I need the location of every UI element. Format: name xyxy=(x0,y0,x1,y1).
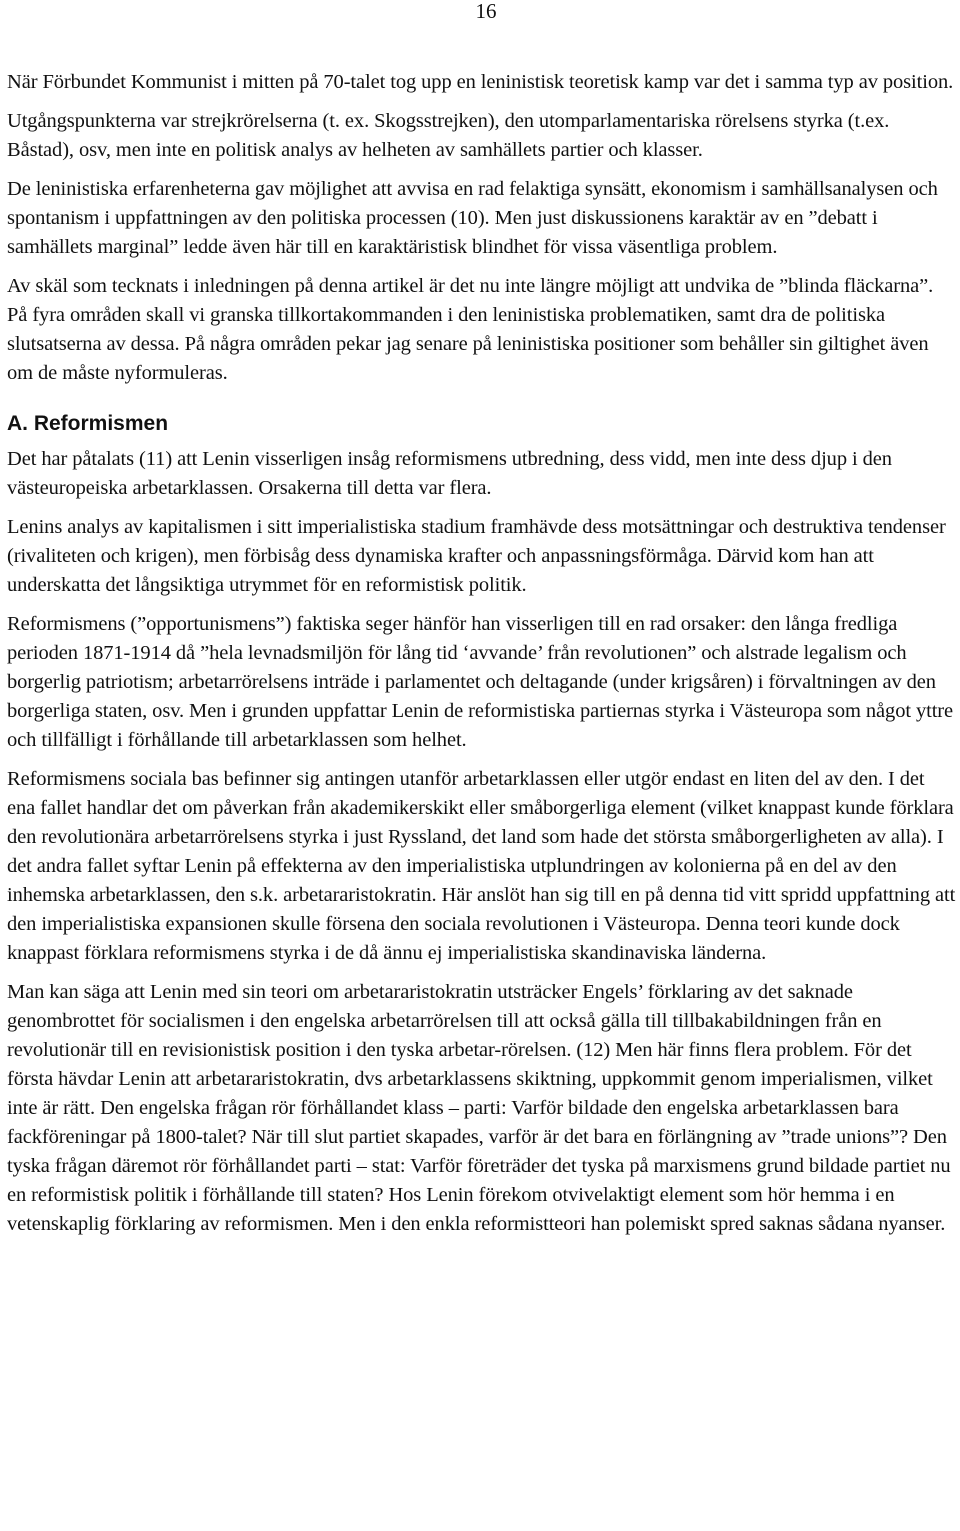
paragraph-blind-spots: Av skäl som tecknats i inledningen på denna artikel är det nu inte längre möjligt att undvika de ”blinda fläckarna”. På fyra områden skall vi granska tillkortakommanden i den leninistiska problematiken, samt dra de politiska slutsatserna av dessa. På några områden pekar jag senare på leninistiska positioner som behåller sin giltighet även om de måste nyformuleras. xyxy=(7,275,934,384)
paragraph-labour-aristocracy: Man kan säga att Lenin med sin teori om arbetararistokratin utsträcker Engels’ förklaring av det saknade genombrottet för socialismen i den engelska arbetarrörelsen till att också gälla till tillbakabildningen från en revolutionär till en revisionistisk position i den tyska arbetar-rörelsen. (12) Men här finns flera problem. För det första hävdar Lenin att arbetararistokratin, dvs arbetarklassens skiktning, uppkommit genom imperialismen, vilket inte är rätt. Den engelska frågan rör förhållandet klass – parti: Varför bildade den engelska arbetarklassen bara fackföreningar på 1800-talet? När till slut partiet skapades, varför är det bara en förlängning av ”trade unions”? Den tyska frågan däremot rör förhållandet parti – stat: Varför företräder det tyska på marxismens grund bildade partiet nu en reformistisk politik i förhållande till staten? Hos Lenin förekom otvivelaktigt element som hör hemma i en vetenskaplig förklaring av reformismen. Men i den enkla reformistteori han polemiskt spred saknas sådana nyanser. xyxy=(7,981,951,1235)
page-number: 16 xyxy=(475,0,497,23)
paragraph-intro: När Förbundet Kommunist i mitten på 70-talet tog upp en leninistisk teoretisk kamp var det i samma typ av position. xyxy=(7,71,954,93)
paragraph-reformism-spread: Det har påtalats (11) att Lenin visserligen insåg reformismens utbredning, dess vidd, men inte dess djup i den västeuropeiska arbetarklassen. Orsakerna till detta var flera. xyxy=(7,448,892,499)
paragraph-leninist-experiences: De leninistiska erfarenheterna gav möjlighet att avvisa en rad felaktiga synsätt, ekonomism i samhällsanalysen och spontanism i uppfattningen av den politiska processen (10). Men just diskussionens karaktär av en ”debatt i samhällets marginal” ledde även här till en karaktäristisk blindhet för vissa väsentliga problem. xyxy=(7,178,938,258)
document-body xyxy=(7,68,957,1239)
paragraph-opportunism-victory: Reformismens (”opportunismens”) faktiska seger hänför han visserligen till en rad orsaker: den långa fredliga perioden 1871-1914 då ”hela levnadsmiljön för lång tid ‘avvande’ från revolutionen” och alstrade legalism och borgerlig patriotism; arbetarrörelsens inträde i parlamentet och deltagande (under krigsåren) i förvaltningen av den borgerliga staten, osv. Men i grunden uppfattar Lenin de reformistiska partiernas styrka i Västeuropa som något yttre och tillfälligt i förhållande till arbetarklassen som helhet. xyxy=(7,613,954,751)
paragraph-starting-points: Utgångspunkterna var strejkrörelserna (t. ex. Skogsstrejken), den utomparlamentariska rörelsens styrka (t.ex. Båstad), osv, men inte en politisk analys av helheten av samhällets partier och klasser. xyxy=(7,110,890,161)
paragraph-social-base: Reformismens sociala bas befinner sig antingen utanför arbetarklassen eller utgör endast en liten del av den. I det ena fallet handlar det om påverkan från akademikerskikt eller småborgerliga element (vilket knappast kunde förklara den revolutionära arbetarrörelsens styrka i just Ryssland, det land som hade det största småborgerligheten av alla). I det andra fallet syftar Lenin på effekterna av den imperialistiska utplundringen av kolonierna på en del av den inhemska arbetarklassen, den s.k. arbetararistokratin. Här anslöt han sig till en på denna tid vitt spridd uppfattning att den imperialistiska expansionen skulle försena den sociala revolutionen i Västeuropa. Denna teori kunde dock knappast förklara reformismens styrka i de då ännu ej imperialistiska skandinaviska länderna. xyxy=(7,768,956,964)
paragraph-capitalism-analysis: Lenins analys av kapitalismen i sitt imperialistiska stadium framhävde dess motsättningar och destruktiva tendenser (rivaliteten och krigen), men förbisåg dess dynamiska krafter och anpassningsförmåga. Därvid kom han att underskatta det långsiktiga utrymmet för en reformistisk politik. xyxy=(7,516,946,596)
section-heading-reformism: A. Reformismen xyxy=(7,412,169,435)
